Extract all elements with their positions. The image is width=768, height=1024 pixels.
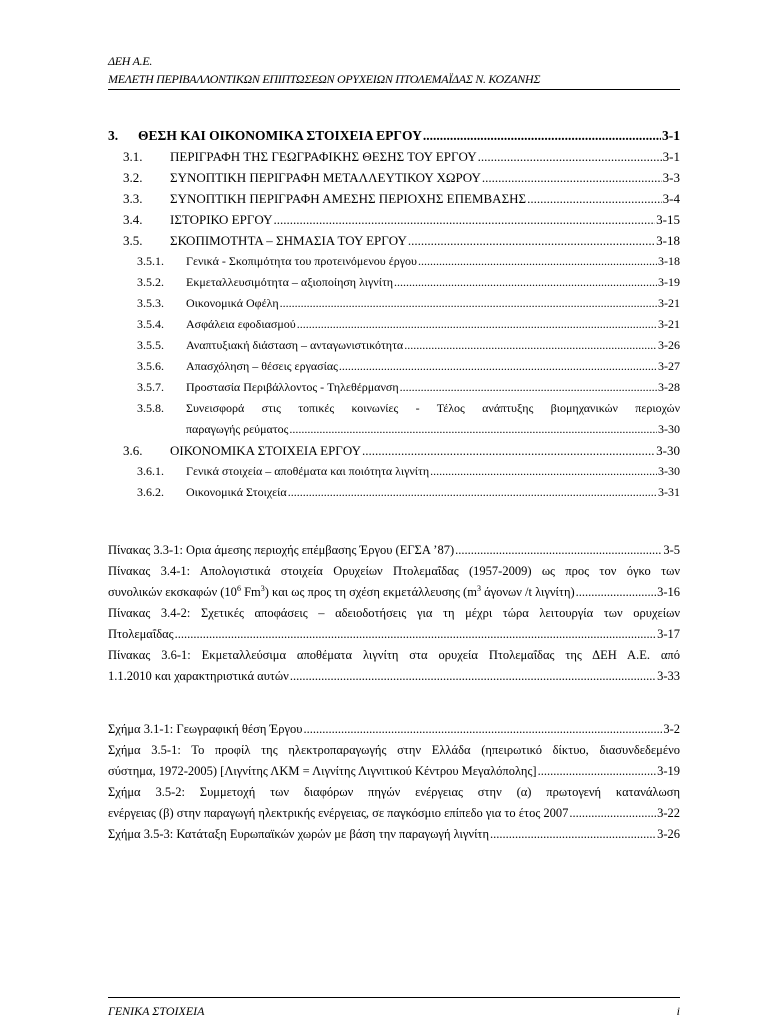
toc-entry-3-5-5[interactable] — [108, 335, 680, 356]
toc-number: 3.6.1. — [137, 464, 164, 478]
figure-entry-3-1-1[interactable] — [108, 719, 680, 740]
toc-page: 3-18 — [656, 233, 680, 248]
dot-leader — [569, 803, 656, 824]
toc-title: Ασφάλεια εφοδιασμού — [186, 317, 296, 331]
list-of-figures — [108, 719, 680, 845]
toc-title: Εκμεταλλευσιμότητα – αξιοποίηση λιγνίτη — [186, 275, 394, 289]
table-page: 3-33 — [657, 669, 680, 683]
toc-entry-3-5-2[interactable] — [108, 272, 680, 293]
table-entry-3-6-1[interactable] — [108, 645, 680, 687]
dot-leader — [297, 314, 657, 335]
toc-entry-3-6-2[interactable] — [108, 482, 680, 503]
toc-title: Γενικά στοιχεία – αποθέματα και ποιότητα λιγνίτη — [186, 464, 430, 478]
table-caption: Πίνακας 3.3-1: Ορια άμεσης περιοχής επέμβασης Έργου (ΕΓΣΑ ’87) — [108, 543, 455, 557]
dot-leader — [538, 761, 657, 782]
figure-caption-line2: σύστημα, 1972-2005) [Λιγνίτης ΛΚΜ = Λιγνίτης Λιγνιτικού Κέντρου Μεγαλόπολης] — [108, 764, 537, 778]
toc-entry-3-5-6[interactable] — [108, 356, 680, 377]
toc-page: 3-4 — [662, 191, 680, 206]
toc-page: 3-21 — [658, 317, 680, 331]
table-page: 3-5 — [663, 543, 680, 557]
dot-leader — [362, 440, 655, 461]
figure-entry-3-5-2[interactable] — [108, 782, 680, 824]
table-caption-line1: Πίνακας 3.4-2: Σχετικές αποφάσεις – αδειοδοτήσεις για τη μέχρι τώρα λειτουργία των ορυχείων — [108, 606, 680, 620]
page-header — [108, 52, 680, 88]
dot-leader — [430, 461, 657, 482]
toc-title: Απασχόληση – θέσεις εργασίας — [186, 359, 338, 373]
toc-entry-3-4[interactable] — [108, 209, 680, 230]
toc-title: ΣΚΟΠΙΜΟΤΗΤΑ – ΣΗΜΑΣΙΑ ΤΟΥ ΕΡΓΟΥ — [170, 233, 407, 248]
toc-page: 3-30 — [658, 464, 680, 478]
dot-leader — [303, 719, 662, 740]
dot-leader — [423, 126, 661, 146]
footer-rule — [108, 997, 680, 998]
table-caption-line1: Πίνακας 3.6-1: Εκμεταλλεύσιμα αποθέματα λιγνίτη στα ορυχεία Πτολεμαΐδας της ΔΕΗ Α.Ε. από — [108, 648, 680, 662]
table-of-contents — [108, 126, 680, 503]
toc-title: ΣΥΝΟΠΤΙΚΗ ΠΕΡΙΓΡΑΦΗ ΜΕΤΑΛΛΕΥΤΙΚΟΥ ΧΩΡΟΥ — [170, 170, 481, 185]
figure-caption-line2: ενέργειας (β) στην παραγωγή ηλεκτρικής ενέργειας, σε παγκόσμιο επίπεδο για το έτος 2007 — [108, 806, 569, 820]
table-page: 3-16 — [657, 585, 680, 599]
figure-page: 3-22 — [657, 806, 680, 820]
toc-entry-3-1[interactable] — [108, 146, 680, 167]
page-footer — [108, 1004, 680, 1019]
toc-entry-3-5-4[interactable] — [108, 314, 680, 335]
toc-number: 3.1. — [123, 149, 143, 164]
toc-title: ΟΙΚΟΝΟΜΙΚΑ ΣΤΟΙΧΕΙΑ ΕΡΓΟΥ — [170, 443, 361, 458]
dot-leader — [482, 167, 662, 188]
table-entry-3-3-1[interactable] — [108, 540, 680, 561]
table-entry-3-4-2[interactable] — [108, 603, 680, 645]
table-page: 3-17 — [657, 627, 680, 641]
toc-page: 3-21 — [658, 296, 680, 310]
figure-caption-line1: Σχήμα 3.5-2: Συμμετοχή των διαφόρων πηγών ενέργειας στην (α) πρωτογενή κατανάλωση — [108, 785, 680, 799]
dot-leader — [418, 251, 657, 272]
dot-leader — [290, 666, 656, 687]
figure-caption-line1: Σχήμα 3.5-1: Το προφίλ της ηλεκτροπαραγωγής στην Ελλάδα (ηπειρωτικό δίκτυο, διασυνδεδεμένο — [108, 743, 680, 757]
footer-section-title: ΓΕΝΙΚΑ ΣΤΟΙΧΕΙΑ — [108, 1004, 205, 1018]
toc-title: Οικονομικά Οφέλη — [186, 296, 279, 310]
toc-title: ΣΥΝΟΠΤΙΚΗ ΠΕΡΙΓΡΑΦΗ ΑΜΕΣΗΣ ΠΕΡΙΟΧΗΣ ΕΠΕΜΒΑΣΗΣ — [170, 191, 527, 206]
toc-page: 3-30 — [656, 443, 680, 458]
toc-title: ΘΕΣΗ ΚΑΙ ΟΙΚΟΝΟΜΙΚΑ ΣΤΟΙΧΕΙΑ ΕΡΓΟΥ — [138, 128, 422, 143]
dot-leader — [478, 146, 662, 167]
header-company: ΔΕΗ Α.Ε. — [108, 54, 153, 68]
dot-leader — [289, 419, 657, 440]
toc-entry-3-5-7[interactable] — [108, 377, 680, 398]
toc-title: Οικονομικά Στοιχεία — [186, 485, 287, 499]
toc-number: 3.5.4. — [137, 317, 164, 331]
toc-page: 3-19 — [658, 275, 680, 289]
toc-entry-3-5-1[interactable] — [108, 251, 680, 272]
figure-caption: Σχήμα 3.1-1: Γεωγραφική θέση Έργου — [108, 722, 303, 736]
toc-number: 3.5.6. — [137, 359, 164, 373]
toc-title-line2: παραγωγής ρεύματος — [186, 422, 289, 436]
toc-number: 3.5.8. — [137, 401, 164, 415]
toc-page: 3-30 — [658, 422, 680, 436]
dot-leader — [394, 272, 657, 293]
dot-leader — [175, 624, 656, 645]
toc-title: ΙΣΤΟΡΙΚΟ ΕΡΓΟΥ — [170, 212, 273, 227]
toc-page: 3-15 — [656, 212, 680, 227]
header-rule — [108, 89, 680, 90]
toc-page: 3-3 — [662, 170, 680, 185]
table-caption-line2: συνολικών εκσκαφών ($10^6$ Fm$^3$) και ως προς τη σχέση εκμετάλλευσης ($m^3$ άγονων /t λιγνίτη) — [108, 583, 575, 599]
table-caption-line1: Πίνακας 3.4-1: Απολογιστικά στοιχεία Ορυχείων Πτολεμαΐδας (1957-2009) ως προς τον όγκο των — [108, 564, 680, 578]
toc-number: 3.5.1. — [137, 254, 164, 268]
footer-page-number: i — [676, 1004, 680, 1018]
toc-page: 3-1 — [662, 128, 680, 143]
toc-number: 3.5.7. — [137, 380, 164, 394]
toc-number: 3.5. — [123, 233, 143, 248]
figure-page: 3-26 — [657, 827, 680, 841]
toc-entry-3-6-1[interactable] — [108, 461, 680, 482]
toc-number: 3.6.2. — [137, 485, 164, 499]
toc-entry-3-5-3[interactable] — [108, 293, 680, 314]
dot-leader — [527, 188, 662, 209]
toc-entry-3-2[interactable] — [108, 167, 680, 188]
toc-number: 3.5.3. — [137, 296, 164, 310]
toc-title: Προστασία Περιβάλλοντος - Τηλεθέρμανση — [186, 380, 399, 394]
dot-leader — [455, 540, 662, 561]
figure-page: 3-2 — [663, 722, 680, 736]
toc-page: 3-1 — [662, 149, 680, 164]
toc-entry-3-3[interactable] — [108, 188, 680, 209]
toc-number: 3.3. — [123, 191, 143, 206]
figure-caption: Σχήμα 3.5-3: Κατάταξη Ευρωπαϊκών χωρών με βάση την παραγωγή λιγνίτη — [108, 827, 489, 841]
dot-leader — [400, 377, 657, 398]
dot-leader — [404, 335, 657, 356]
dot-leader — [408, 230, 655, 251]
toc-number: 3. — [108, 128, 119, 143]
toc-number: 3.4. — [123, 212, 143, 227]
toc-page: 3-27 — [658, 359, 680, 373]
table-caption-line2: Πτολεμαΐδας — [108, 627, 174, 641]
dot-leader — [576, 582, 656, 603]
toc-title: Αναπτυξιακή διάσταση – ανταγωνιστικότητα — [186, 338, 404, 352]
toc-title-line1: Συνεισφορά στις τοπικές κοινωνίες - Τέλος ανάπτυξης βιομηχανικών περιοχών — [186, 401, 680, 415]
toc-entry-3-5[interactable] — [108, 230, 680, 251]
toc-entry-3-5-8[interactable] — [108, 398, 680, 440]
dot-leader — [274, 209, 656, 230]
toc-number: 3.6. — [123, 443, 143, 458]
dot-leader — [339, 356, 657, 377]
toc-page: 3-26 — [658, 338, 680, 352]
toc-number: 3.5.2. — [137, 275, 164, 289]
toc-page: 3-18 — [658, 254, 680, 268]
toc-number: 3.5.5. — [137, 338, 164, 352]
dot-leader — [288, 482, 657, 503]
toc-title: ΠΕΡΙΓΡΑΦΗ ΤΗΣ ΓΕΩΓΡΑΦΙΚΗΣ ΘΕΣΗΣ ΤΟΥ ΕΡΓΟΥ — [170, 149, 477, 164]
toc-title: Γενικά - Σκοπιμότητα του προτεινόμενου έργου — [186, 254, 417, 268]
figure-entry-3-5-3[interactable] — [108, 824, 680, 845]
list-of-tables — [108, 540, 680, 687]
table-entry-3-4-1[interactable] — [108, 561, 680, 603]
figure-page: 3-19 — [657, 764, 680, 778]
toc-entry-3-6[interactable] — [108, 440, 680, 461]
toc-page: 3-28 — [658, 380, 680, 394]
dot-leader — [280, 293, 657, 314]
toc-entry-3[interactable] — [108, 126, 680, 146]
toc-page: 3-31 — [658, 485, 680, 499]
table-caption-line2: 1.1.2010 και χαρακτηριστικά αυτών — [108, 669, 289, 683]
dot-leader — [490, 824, 656, 845]
figure-entry-3-5-1[interactable] — [108, 740, 680, 782]
toc-number: 3.2. — [123, 170, 143, 185]
header-study-title: ΜΕΛΕΤΗ ΠΕΡΙΒΑΛΛΟΝΤΙΚΩΝ ΕΠΙΠΤΩΣΕΩΝ ΟΡΥΧΕΙΩΝ ΠΤΟΛΕΜΑΪΔΑΣ Ν. ΚΟΖΑΝΗΣ — [108, 72, 541, 86]
